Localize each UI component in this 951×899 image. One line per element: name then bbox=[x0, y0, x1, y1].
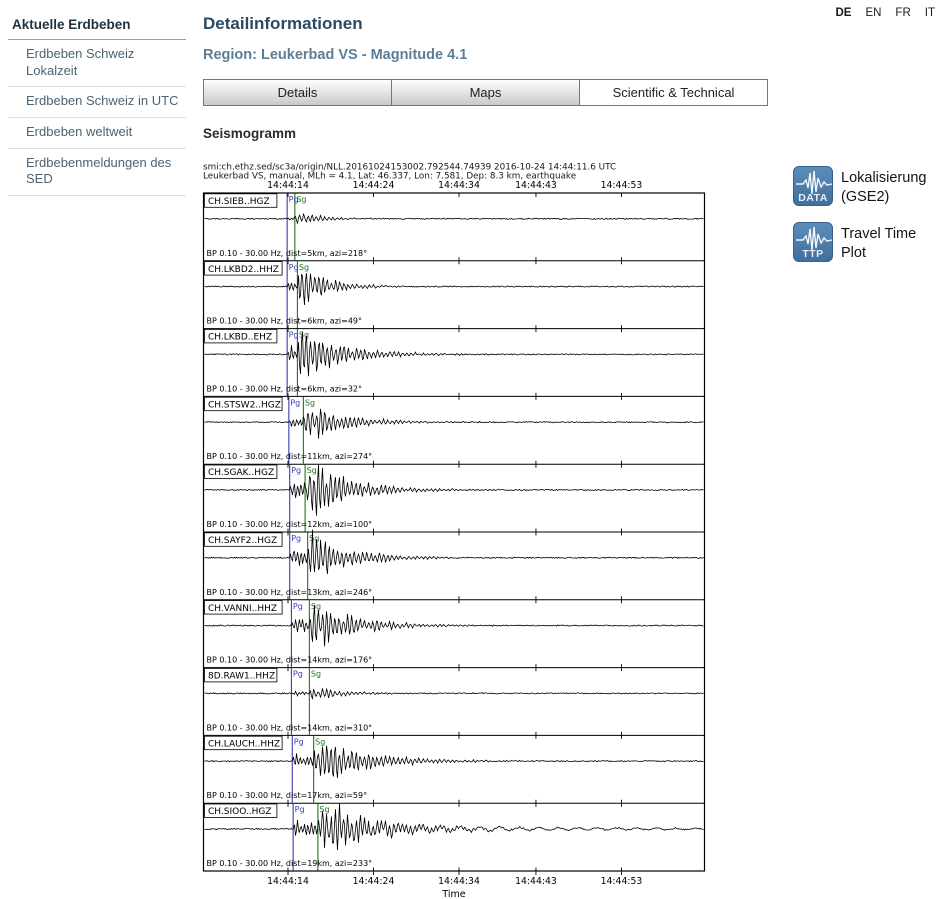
region-subtitle: Region: Leukerbad VS - Magnitude 4.1 bbox=[203, 47, 468, 63]
page-title: Detailinformationen bbox=[203, 14, 363, 33]
language-bar bbox=[821, 3, 935, 21]
link-label-travel-time-plot[interactable]: Travel Time Plot bbox=[841, 225, 917, 261]
svg-text:Sg: Sg bbox=[298, 330, 310, 340]
svg-text:14:44:34: 14:44:34 bbox=[438, 180, 480, 191]
svg-text:CH.VANNI..HHZ: CH.VANNI..HHZ bbox=[208, 603, 278, 614]
sidebar-item-list bbox=[8, 40, 186, 196]
sidebar-header-aktuelle-erdbeben[interactable]: Aktuelle Erdbeben bbox=[8, 14, 186, 40]
svg-text:CH.LKBD2..HHZ: CH.LKBD2..HHZ bbox=[208, 264, 279, 275]
tab-details[interactable]: Details bbox=[203, 79, 392, 106]
svg-text:Sg: Sg bbox=[309, 534, 320, 543]
svg-text:BP 0.10 - 30.00 Hz, dist=12km,: BP 0.10 - 30.00 Hz, dist=12km, azi=100° bbox=[206, 520, 373, 529]
svg-text:CH.SAYF2..HGZ: CH.SAYF2..HGZ bbox=[208, 536, 278, 546]
svg-text:BP 0.10 - 30.00 Hz, dist=5km,: BP 0.10 - 30.00 Hz, dist=5km, azi=218° bbox=[206, 248, 368, 258]
svg-text:CH.SIEB..HGZ: CH.SIEB..HGZ bbox=[208, 197, 270, 207]
svg-text:Pg: Pg bbox=[290, 398, 301, 408]
svg-text:Sg: Sg bbox=[315, 737, 326, 747]
svg-text:Sg: Sg bbox=[298, 262, 310, 272]
svg-text:BP 0.10 - 30.00 Hz, dist=14km,: BP 0.10 - 30.00 Hz, dist=14km, azi=310° bbox=[206, 723, 373, 733]
svg-text:Pg: Pg bbox=[288, 262, 299, 272]
svg-text:Sg: Sg bbox=[310, 601, 322, 611]
svg-text:CH.LAUCH..HHZ: CH.LAUCH..HHZ bbox=[208, 739, 281, 750]
svg-text:Sg: Sg bbox=[310, 669, 322, 679]
svg-text:BP 0.10 - 30.00 Hz, dist=17km,: BP 0.10 - 30.00 Hz, dist=17km, azi=59° bbox=[206, 791, 368, 801]
svg-text:14:44:24: 14:44:24 bbox=[352, 876, 395, 887]
svg-text:Pg: Pg bbox=[288, 195, 299, 204]
section-title-seismogramm: Seismogramm bbox=[203, 126, 297, 141]
svg-text:Leukerbad VS, manual, MLh = 4.: Leukerbad VS, manual, MLh = 4.1, Lat: 46.337, Lon: 7.581, Dep: 8.3 km, earthquake bbox=[203, 171, 577, 182]
sidebar-item-erdbeben-schweiz-in-utc[interactable]: Erdbeben Schweiz in UTC bbox=[8, 87, 186, 118]
language-item-it[interactable]: IT bbox=[924, 7, 935, 19]
svg-text:CH.STSW2..HGZ: CH.STSW2..HGZ bbox=[208, 400, 281, 411]
svg-text:8D.RAW1..HHZ: 8D.RAW1..HHZ bbox=[208, 671, 276, 682]
svg-text:Sg: Sg bbox=[304, 398, 316, 408]
svg-text:BP 0.10 - 30.00 Hz, dist=13km,: BP 0.10 - 30.00 Hz, dist=13km, azi=246° bbox=[206, 587, 373, 597]
svg-text:Pg: Pg bbox=[291, 466, 302, 476]
seismogram-plot bbox=[200, 160, 710, 899]
svg-text:CH.LKBD..EHZ: CH.LKBD..EHZ bbox=[208, 332, 273, 343]
language-item-en[interactable]: EN bbox=[865, 7, 882, 19]
svg-text:Sg: Sg bbox=[306, 466, 317, 476]
svg-text:14:44:43: 14:44:43 bbox=[515, 180, 557, 191]
svg-text:14:44:43: 14:44:43 bbox=[515, 876, 557, 887]
sidebar-nav bbox=[8, 14, 186, 196]
link-lokalisierung-gse2[interactable] bbox=[793, 166, 943, 207]
svg-text:CH.SGAK..HGZ: CH.SGAK..HGZ bbox=[208, 468, 275, 479]
waveform-data-icon[interactable] bbox=[793, 166, 833, 206]
tab-scientific-technical[interactable]: Scientific & Technical bbox=[579, 79, 768, 106]
svg-text:Pg: Pg bbox=[293, 737, 304, 747]
sidebar-item-erdbebenmeldungen-des-sed[interactable]: Erdbebenmeldungen des SED bbox=[8, 149, 186, 196]
svg-text:Sg: Sg bbox=[319, 805, 330, 815]
svg-text:BP 0.10 - 30.00 Hz, dist=14km,: BP 0.10 - 30.00 Hz, dist=14km, azi=176° bbox=[206, 655, 373, 665]
svg-text:BP 0.10 - 30.00 Hz, dist=6km,: BP 0.10 - 30.00 Hz, dist=6km, azi=49° bbox=[206, 316, 363, 326]
svg-text:BP 0.10 - 30.00 Hz, dist=6km,: BP 0.10 - 30.00 Hz, dist=6km, azi=32° bbox=[206, 384, 363, 394]
svg-text:14:44:53: 14:44:53 bbox=[600, 180, 643, 191]
svg-text:Pg: Pg bbox=[288, 330, 299, 340]
svg-text:BP 0.10 - 30.00 Hz, dist=19km,: BP 0.10 - 30.00 Hz, dist=19km, azi=233° bbox=[206, 859, 373, 868]
sidebar-item-erdbeben-schweiz-lokalzeit[interactable]: Erdbeben Schweiz Lokalzeit bbox=[8, 40, 186, 87]
icon-text-ttp: TTP bbox=[802, 247, 824, 260]
svg-text:Pg: Pg bbox=[292, 669, 303, 679]
download-links bbox=[793, 166, 943, 277]
sidebar-item-erdbeben-weltweit[interactable]: Erdbeben weltweit bbox=[8, 118, 186, 149]
svg-text:Pg: Pg bbox=[291, 534, 302, 543]
link-label-lokalisierung-gse2[interactable]: Lokalisierung (GSE2) bbox=[841, 170, 927, 205]
svg-text:14:44:14: 14:44:14 bbox=[267, 876, 309, 887]
language-item-de[interactable]: DE bbox=[835, 7, 852, 19]
svg-text:14:44:24: 14:44:24 bbox=[352, 180, 395, 191]
language-item-fr[interactable]: FR bbox=[895, 7, 911, 19]
main-content bbox=[203, 0, 803, 899]
svg-text:14:44:53: 14:44:53 bbox=[600, 876, 643, 887]
svg-text:14:44:34: 14:44:34 bbox=[438, 876, 480, 887]
tab-maps[interactable]: Maps bbox=[391, 79, 580, 106]
svg-text:Time: Time bbox=[442, 889, 466, 899]
waveform-ttp-icon[interactable] bbox=[793, 222, 833, 262]
svg-text:Pg: Pg bbox=[292, 601, 303, 611]
svg-text:smi:ch.ethz.sed/sc3a/origin/NL: smi:ch.ethz.sed/sc3a/origin/NLL.20161024153002.792544.74939 2016-10-24 14:44:11.6 UTC bbox=[203, 162, 617, 173]
svg-text:14:44:14: 14:44:14 bbox=[267, 180, 309, 191]
link-travel-time-plot[interactable] bbox=[793, 222, 943, 263]
svg-text:Sg: Sg bbox=[296, 195, 307, 204]
svg-text:BP 0.10 - 30.00 Hz, dist=11km,: BP 0.10 - 30.00 Hz, dist=11km, azi=274° bbox=[206, 452, 373, 462]
svg-text:Pg: Pg bbox=[294, 805, 305, 815]
tab-bar bbox=[203, 79, 770, 106]
icon-text-data: DATA bbox=[798, 192, 828, 204]
svg-text:CH.SIOO..HGZ: CH.SIOO..HGZ bbox=[208, 807, 272, 818]
